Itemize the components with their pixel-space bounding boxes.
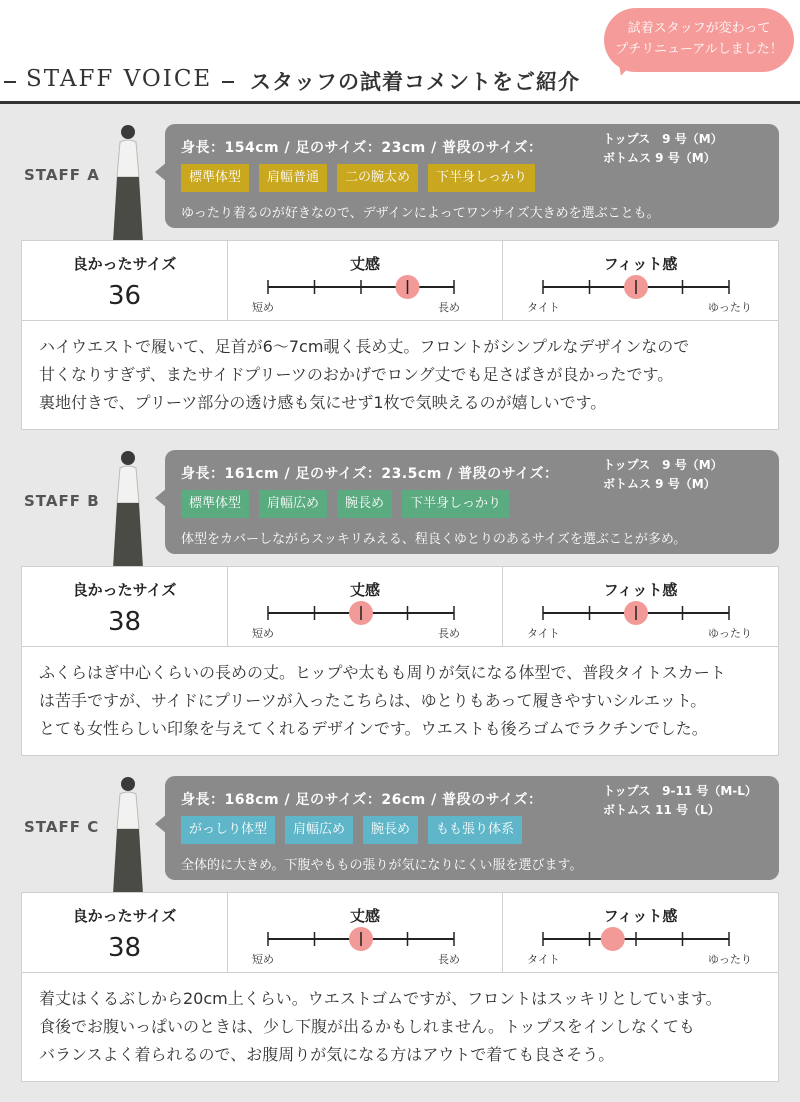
staff-profile-line: 身長：161cm / 足のサイズ：23.5cm / 普段のサイズ： (181, 466, 559, 482)
body-type-tag: 肩幅広め (285, 816, 353, 844)
body-type-tag: 標準体型 (181, 490, 249, 518)
length-column (227, 567, 502, 647)
fit-tight-label: タイト (527, 301, 560, 314)
header (0, 0, 800, 104)
fit-label: フィット感 (603, 907, 678, 925)
body-type-tag: 標準体型 (181, 164, 249, 192)
renewal-bubble (604, 8, 794, 72)
page-subtitle: スタッフの試着コメントをご紹介 (250, 70, 580, 94)
review-comment (39, 333, 689, 417)
body-type-tag: 腕長め (363, 816, 418, 844)
bubble-line-2: プチリニューアルしました！ (615, 42, 783, 57)
review-comment-line: 着丈はくるぶしから20cm上くらい。ウエストゴムですが、フロントはスッキリとしています。 (39, 989, 722, 1008)
review-comment-line: は苦手ですが、サイドにプリーツが入ったこちらは、ゆとりもあって履きやすいシルエット。 (39, 691, 707, 710)
review-comment-line: とても女性らしい印象を与えてくれるデザインです。ウエストも後ろゴムでラクチンでした。 (39, 719, 708, 738)
length-column (227, 241, 502, 321)
body-type-tag: 下半身しっかり (402, 490, 509, 518)
body-type-tag: 腕長め (337, 490, 392, 518)
usual-size-bottoms: ボトムス 11 号（L） (603, 803, 720, 817)
body-type-tag: 下半身しっかり (428, 164, 535, 192)
review-comment-line: 食後でお腹いっぱいのときは、少し下腹が出るかもしれません。トップスをインしなくても (39, 1017, 695, 1036)
review-card (21, 240, 779, 430)
usual-size-bottoms: ボトムス 9 号（M） (603, 477, 716, 491)
profile-box-tail (155, 488, 167, 508)
good-size-column (22, 241, 227, 321)
usual-size-tops: トップス 9-11 号（M-L） (603, 784, 757, 798)
staff-profile-line: 身長：168cm / 足のサイズ：26cm / 普段のサイズ： (181, 792, 543, 808)
body-type-tag: がっしり体型 (181, 816, 275, 844)
fit-label: フィット感 (603, 255, 678, 273)
length-label: 丈感 (349, 581, 380, 599)
usual-size (603, 782, 757, 820)
review-comment-line: 甘くなりすぎず、またサイドプリーツのおかげでロング丈でも足さばきが良かったです。 (39, 365, 674, 384)
length-short-label: 短め (252, 953, 274, 966)
good-size-column (22, 893, 227, 973)
review-comment (39, 659, 726, 743)
title-dash-right (222, 81, 234, 83)
staff-name: STAFF A (24, 166, 100, 184)
length-column (227, 893, 502, 973)
fit-tight-label: タイト (527, 953, 560, 966)
good-size-label: 良かったサイズ (72, 907, 177, 925)
fit-loose-label: ゆったり (708, 953, 752, 966)
good-size-value: 38 (107, 933, 142, 963)
title-dash-left (4, 81, 16, 83)
profile-box-tail (155, 162, 167, 182)
length-long-label: 長め (438, 953, 460, 966)
good-size-column (22, 567, 227, 647)
review-card-header (22, 567, 778, 647)
body-type-tag: 二の腕太め (337, 164, 418, 192)
length-long-label: 長め (438, 301, 460, 314)
length-label: 丈感 (349, 907, 380, 925)
fit-tight-label: タイト (527, 627, 560, 640)
good-size-label: 良かったサイズ (72, 581, 177, 599)
fit-column (502, 241, 778, 321)
body-type-tags (181, 816, 522, 844)
good-size-label: 良かったサイズ (72, 255, 177, 273)
staff-name: STAFF B (24, 492, 100, 510)
review-comment (39, 985, 722, 1069)
staff-profile-box (165, 450, 779, 554)
usual-size-tops: トップス 9 号（M） (603, 132, 723, 146)
staff-name: STAFF C (24, 818, 100, 836)
staff-preference: ゆったり着るのが好きなので、デザインによってワンサイズ大きめを選ぶことも。 (181, 206, 660, 221)
usual-size-bottoms: ボトムス 9 号（M） (603, 151, 716, 165)
review-card (21, 566, 779, 756)
review-comment-line: バランスよく着られるので、お腹周りが気になる方はアウトで着ても良さそう。 (39, 1045, 615, 1064)
profile-box-tail (155, 814, 167, 834)
body-type-tag: もも張り体系 (428, 816, 522, 844)
review-card (21, 892, 779, 1082)
length-long-label: 長め (438, 627, 460, 640)
fit-loose-label: ゆったり (708, 627, 752, 640)
length-short-label: 短め (252, 301, 274, 314)
body-type-tag: 肩幅広め (259, 490, 327, 518)
staff-profile-box (165, 124, 779, 228)
fit-loose-label: ゆったり (708, 301, 752, 314)
staff-preference: 全体的に大きめ。下腹やももの張りが気になりにくい服を選びます。 (181, 858, 583, 873)
review-card-header (22, 241, 778, 321)
review-comment-line: 裏地付きで、プリーツ部分の透け感も気にせず1枚で気映えるのが嬉しいです。 (39, 393, 607, 412)
fit-column (502, 893, 778, 973)
bubble-line-1: 試着スタッフが変わって (627, 21, 771, 36)
body-type-tag: 肩幅普通 (259, 164, 327, 192)
review-comment-line: ハイウエストで履いて、足首が6〜7cm覗く長め丈。フロントがシンプルなデザインなので (39, 337, 690, 356)
page-title: STAFF VOICE (26, 66, 213, 92)
staff-profile-line: 身長：154cm / 足のサイズ：23cm / 普段のサイズ： (181, 140, 543, 156)
good-size-value: 36 (107, 281, 142, 311)
fit-level-marker (601, 927, 625, 951)
fit-column (502, 567, 778, 647)
staff-preference: 体型をカバーしながらスッキリみえる、程良くゆとりのあるサイズを選ぶことが多め。 (181, 532, 687, 547)
fit-label: フィット感 (603, 581, 678, 599)
body-type-tags (181, 490, 509, 518)
review-card-header (22, 893, 778, 973)
good-size-value: 38 (107, 607, 142, 637)
staff-profile-box (165, 776, 779, 880)
length-short-label: 短め (252, 627, 274, 640)
review-comment-line: ふくらはぎ中心くらいの長めの丈。ヒップや太もも周りが気になる体型で、普段タイトスカート (39, 663, 726, 682)
length-label: 丈感 (349, 255, 380, 273)
body-type-tags (181, 164, 535, 192)
usual-size (603, 130, 723, 168)
usual-size-tops: トップス 9 号（M） (603, 458, 723, 472)
usual-size (603, 456, 723, 494)
